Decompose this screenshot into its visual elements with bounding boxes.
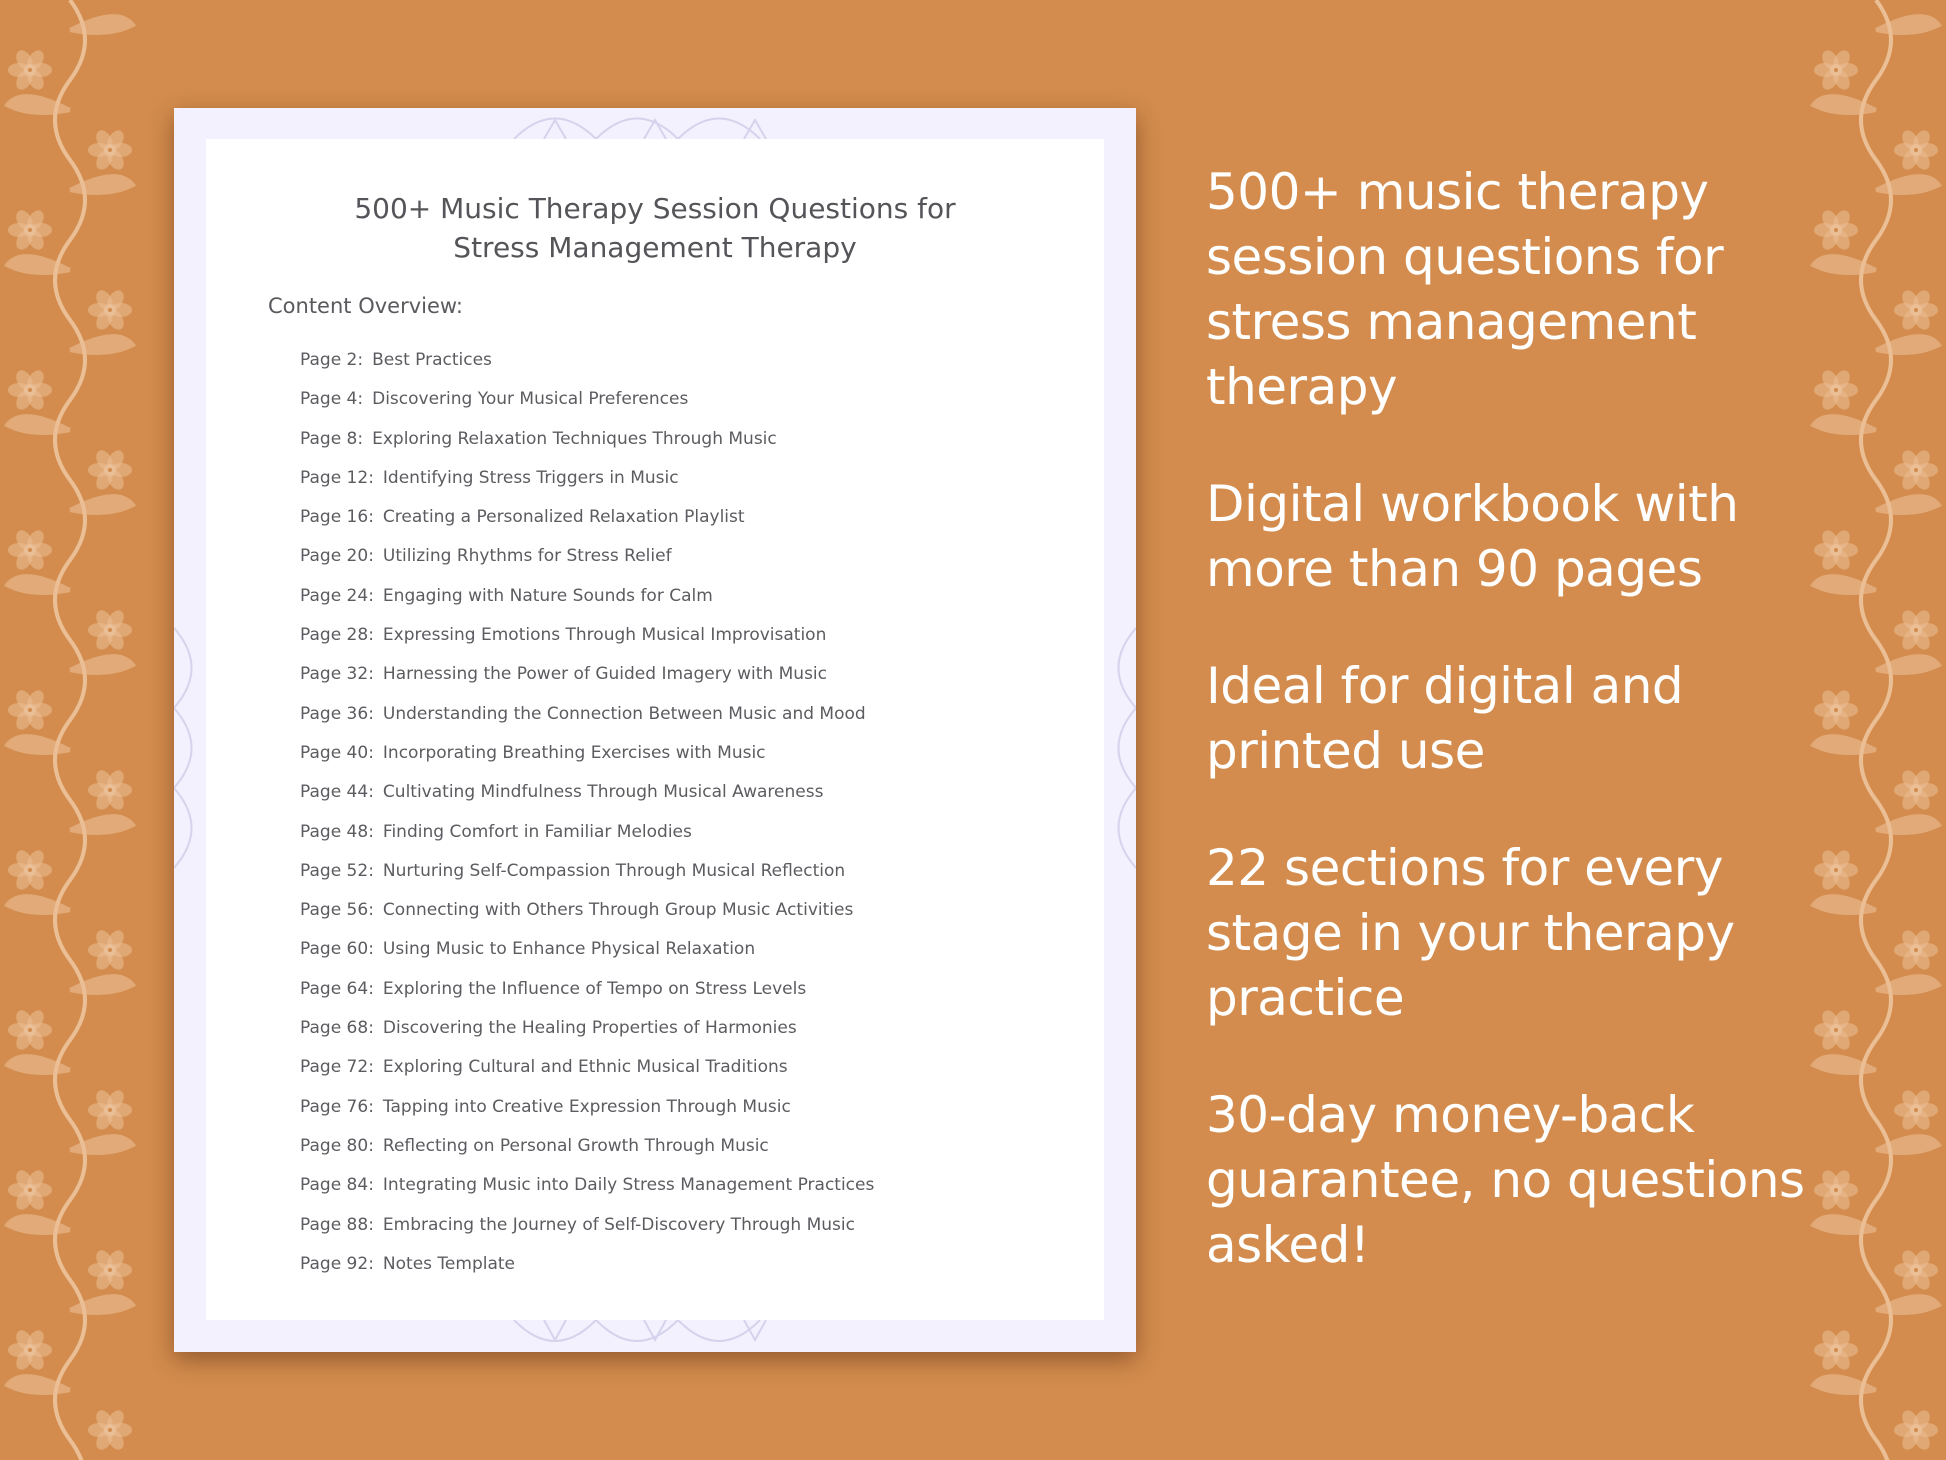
toc-item: [300, 537, 874, 576]
toc-item: [300, 1127, 874, 1166]
toc-section-title: Integrating Music into Daily Stress Management Practices: [382, 1175, 875, 1196]
toc-page-number: Page 32:: [300, 664, 374, 685]
toc-page-number: Page 2:: [300, 350, 364, 370]
toc-item: [300, 1088, 874, 1127]
toc-item: [300, 655, 874, 694]
toc-section-title: Incorporating Breathing Exercises with Music: [382, 742, 766, 763]
toc-page-number: Page 64:: [300, 978, 374, 999]
toc-section-title: Finding Comfort in Familiar Melodies: [382, 821, 692, 842]
toc-page-number: Page 8:: [300, 428, 364, 449]
toc-item: [300, 616, 874, 655]
feature-item: 500+ music therapy session questions for stress management therapy: [1206, 163, 1724, 416]
toc-section-title: Harnessing the Power of Guided Imagery with Music: [382, 664, 827, 685]
toc-page-number: Page 84:: [300, 1175, 374, 1196]
table-of-contents: [300, 341, 874, 1284]
toc-page-number: Page 60:: [300, 939, 374, 960]
toc-page-number: Page 16:: [300, 507, 374, 528]
toc-item: [300, 852, 874, 891]
toc-page-number: Page 56:: [300, 900, 374, 921]
toc-section-title: Exploring the Influence of Tempo on Stress Levels: [382, 978, 807, 999]
toc-section-title: Nurturing Self-Compassion Through Musical Reflection: [382, 860, 846, 881]
toc-section-title: Exploring Relaxation Techniques Through Music: [372, 428, 777, 449]
feature-list: [1206, 160, 1806, 1330]
feature-item: Ideal for digital and printed use: [1206, 657, 1684, 780]
toc-item: [300, 341, 874, 380]
toc-item: [300, 1048, 874, 1087]
document-preview: [174, 108, 1136, 1352]
toc-item: [300, 970, 874, 1009]
toc-section-title: Identifying Stress Triggers in Music: [382, 467, 679, 488]
toc-page-number: Page 80:: [300, 1135, 374, 1156]
toc-item: [300, 1245, 874, 1284]
floral-vine-left-icon: [0, 0, 140, 1460]
toc-item: [300, 420, 874, 459]
toc-item: [300, 459, 874, 498]
toc-section-title: Cultivating Mindfulness Through Musical Awareness: [382, 782, 824, 803]
toc-item: [300, 813, 874, 852]
toc-section-title: Connecting with Others Through Group Music Activities: [382, 900, 854, 921]
toc-page-number: Page 12:: [300, 467, 374, 488]
toc-section-title: Expressing Emotions Through Musical Improvisation: [382, 625, 827, 646]
toc-item: [300, 773, 874, 812]
feature-item: 30-day money-back guarantee, no questions asked!: [1206, 1086, 1805, 1274]
toc-page-number: Page 88:: [300, 1214, 374, 1235]
content-overview-label: Content Overview:: [268, 294, 463, 318]
toc-page-number: Page 28:: [300, 625, 374, 646]
toc-page-number: Page 20:: [300, 546, 374, 567]
toc-page-number: Page 40:: [300, 742, 374, 763]
toc-section-title: Best Practices: [372, 350, 492, 370]
toc-page-number: Page 72:: [300, 1057, 374, 1078]
toc-section-title: Tapping into Creative Expression Through Music: [382, 1096, 791, 1117]
toc-item: [300, 577, 874, 616]
document-title: [206, 189, 1104, 267]
toc-section-title: Utilizing Rhythms for Stress Relief: [382, 546, 672, 567]
floral-vine-right-icon: [1806, 0, 1946, 1460]
toc-item: [300, 734, 874, 773]
document-title-line: Stress Management Therapy: [453, 231, 857, 264]
document-sheet: [206, 139, 1104, 1320]
toc-item: [300, 1009, 874, 1048]
toc-page-number: Page 44:: [300, 782, 374, 803]
toc-item: [300, 1166, 874, 1205]
toc-section-title: Reflecting on Personal Growth Through Music: [382, 1135, 769, 1156]
toc-page-number: Page 36:: [300, 703, 374, 724]
toc-section-title: Using Music to Enhance Physical Relaxation: [382, 939, 756, 960]
toc-section-title: Exploring Cultural and Ethnic Musical Traditions: [382, 1057, 788, 1078]
toc-page-number: Page 4:: [300, 389, 364, 410]
toc-item: [300, 930, 874, 969]
toc-section-title: Notes Template: [382, 1253, 515, 1274]
toc-item: [300, 695, 874, 734]
feature-item: 22 sections for every stage in your therapy practice: [1206, 839, 1735, 1027]
toc-page-number: Page 92:: [300, 1253, 374, 1274]
toc-section-title: Creating a Personalized Relaxation Playlist: [382, 507, 745, 528]
document-title-line: 500+ Music Therapy Session Questions for: [354, 192, 956, 225]
toc-page-number: Page 76:: [300, 1096, 374, 1117]
toc-section-title: Understanding the Connection Between Music and Mood: [382, 703, 866, 724]
toc-item: [300, 891, 874, 930]
toc-section-title: Discovering Your Musical Preferences: [372, 389, 689, 410]
toc-item: [300, 498, 874, 537]
toc-page-number: Page 68:: [300, 1018, 374, 1039]
toc-section-title: Discovering the Healing Properties of Harmonies: [382, 1018, 797, 1039]
toc-item: [300, 1206, 874, 1245]
feature-item: Digital workbook with more than 90 pages: [1206, 475, 1739, 598]
toc-section-title: Embracing the Journey of Self-Discovery Through Music: [382, 1214, 855, 1235]
toc-page-number: Page 24:: [300, 585, 374, 606]
toc-item: [300, 380, 874, 419]
toc-page-number: Page 52:: [300, 860, 374, 881]
toc-section-title: Engaging with Nature Sounds for Calm: [382, 585, 713, 606]
toc-page-number: Page 48:: [300, 821, 374, 842]
